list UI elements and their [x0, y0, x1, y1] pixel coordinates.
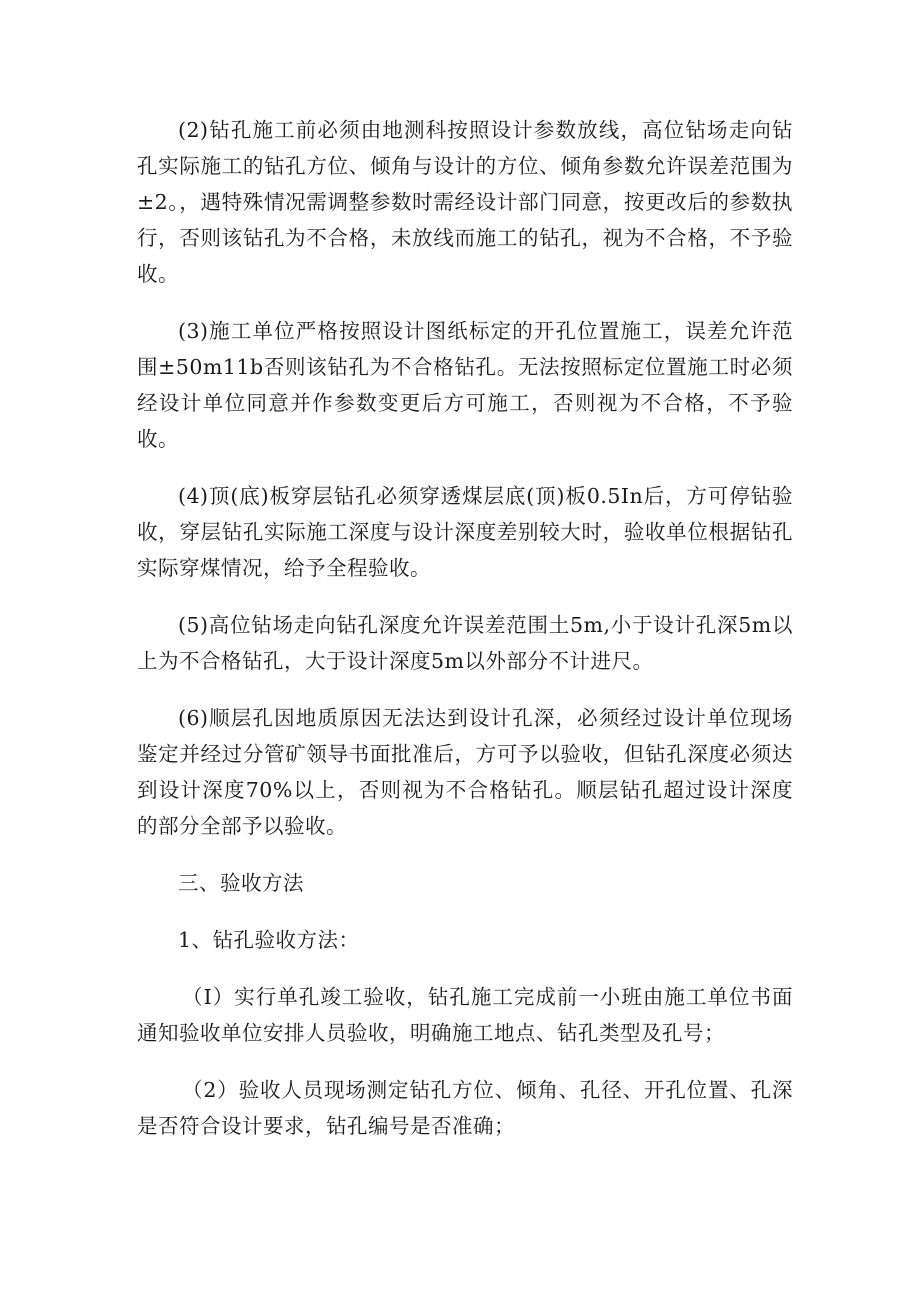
paragraph-item-3: (3)施工单位严格按照设计图纸标定的开孔位置施工，误差允许范围±50m11b否则该钻孔为不合格钻孔。无法按照标定位置施工时必须经设计单位同意并作参数变更后方可施工，否则视为不合格，不予验收。 [137, 319, 793, 451]
list-item-1: （I）实行单孔竣工验收，钻孔施工完成前一小班由施工单位书面通知验收单位安排人员验收，明确施工地点、钻孔类型及孔号； [137, 985, 793, 1045]
subsection-heading: 1、钻孔验收方法： [178, 928, 360, 952]
paragraph-item-4: (4)顶(底)板穿层钻孔必须穿透煤层底(顶)板0.5In后，方可停钻验收，穿层钻孔实际施工深度与设计深度差别较大时，验收单位根据钻孔实际穿煤情况，给予全程验收。 [137, 484, 793, 580]
paragraph-item-5: (5)高位钻场走向钻孔深度允许误差范围土5m,小于设计孔深5m以上为不合格钻孔，大于设计深度5m以外部分不计进尺。 [137, 613, 793, 673]
section-heading: 三、验收方法 [178, 871, 304, 895]
document-body [137, 112, 793, 1165]
paragraph-item-6: (6)顺层孔因地质原因无法达到设计孔深，必须经过设计单位现场鉴定并经过分管矿领导书面批准后，方可予以验收，但钻孔深度必须达到设计深度70%以上，否则视为不合格钻孔。顺层钻孔超过设计深度的部分全部予以验收。 [137, 706, 793, 838]
paragraph-item-2: (2)钻孔施工前必须由地测科按照设计参数放线，高位钻场走向钻孔实际施工的钻孔方位、倾角与设计的方位、倾角参数允许误差范围为±2。，遇特殊情况需调整参数时需经设计部门同意，按更改后的参数执行，否则该钻孔为不合格，未放线而施工的钻孔，视为不合格，不予验收。 [137, 118, 793, 286]
list-item-2: （2）验收人员现场测定钻孔方位、倾角、孔径、开孔位置、孔深是否符合设计要求，钻孔编号是否准确； [137, 1078, 793, 1138]
